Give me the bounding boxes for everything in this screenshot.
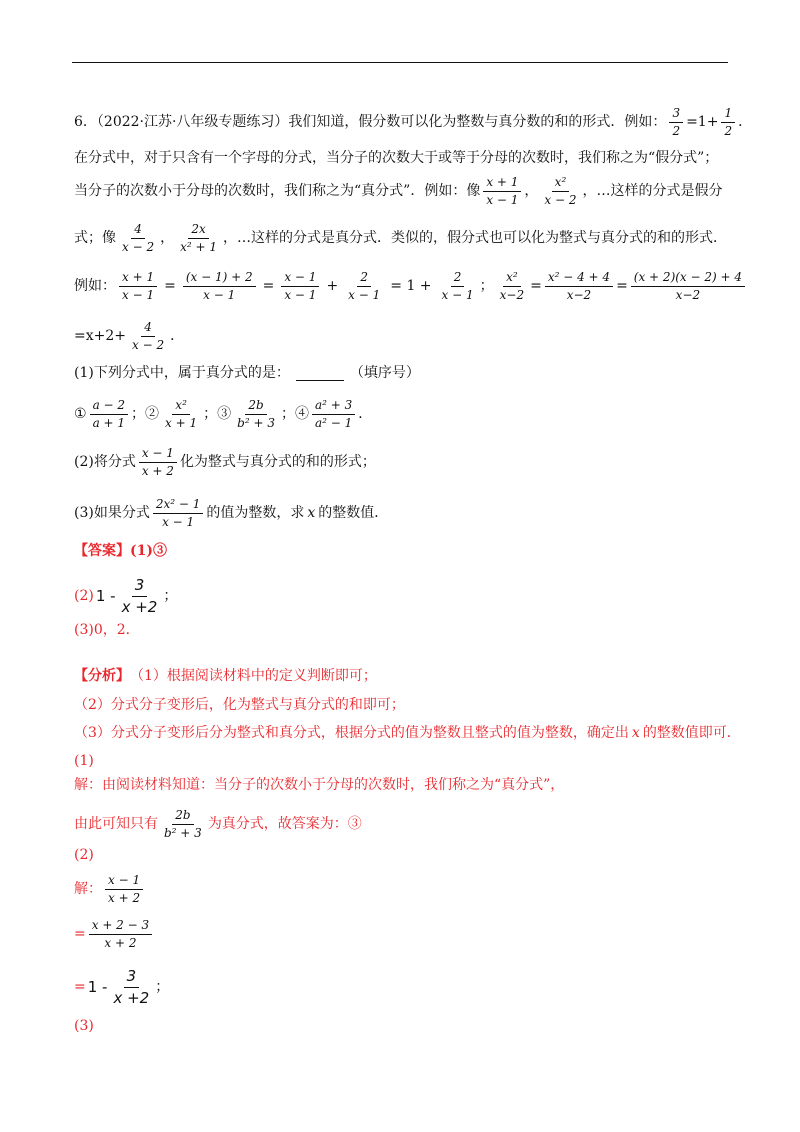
- cont-text: =x+2+: [74, 328, 126, 345]
- eg-fraction-d: $\frac{2}{x - 1}$: [348, 270, 381, 302]
- q6-lead: 6．（2022·江苏·八年级专题练习）我们知道，假分数可以化为整数与真分数的和的形式．例如：: [74, 114, 667, 131]
- solution1-tail: 为真分式，故答案为：③: [207, 816, 362, 833]
- q6-part1: [74, 365, 420, 382]
- variable-x: x: [307, 505, 316, 522]
- analysis-l3-tail: 的整数值即可．: [642, 725, 741, 741]
- solution1-fraction: $\frac{2b}{\text{b² + 3}}$: [164, 808, 202, 840]
- q6-part2: [74, 446, 376, 479]
- eg-fraction-f: $\frac{\text{x²}}{x-2}$: [499, 270, 525, 302]
- variable-x: x: [631, 725, 640, 741]
- part3-fraction: $\frac{\text{2x² − 1}}{x - 1}$: [153, 497, 204, 530]
- improper-fraction-2: $\frac{\text{x²}}{x - 2}$: [544, 175, 577, 207]
- plus: +: [326, 278, 339, 295]
- analysis-l1: （1）根据阅读材料中的定义判断即可；: [130, 668, 377, 684]
- part3-tail: 的值为整数，求: [206, 505, 305, 522]
- equals: =: [262, 278, 275, 295]
- header-rule: [72, 62, 728, 63]
- semicolon: ；: [479, 278, 494, 295]
- equals: =: [74, 926, 86, 943]
- solution1-line1: 解：由阅读材料知道：当分子的次数小于分母的次数时，我们称之为“真分式”，: [74, 777, 565, 793]
- eg-fraction-e: $\frac{2}{x - 1}$: [441, 270, 474, 302]
- example-fraction-1-2: $\frac{1}{2}$: [721, 106, 735, 139]
- solution2-fraction1: $\frac{x - 1}{x + 2}$: [105, 873, 143, 906]
- example-label: 例如：: [74, 278, 116, 295]
- solution2-fraction2: $\frac{x + 2 - 3}{x + 2}$: [89, 918, 152, 951]
- solution2-step2: [74, 918, 155, 951]
- improper-fraction-1: $\frac{x + 1}{x - 1}$: [483, 175, 521, 208]
- solution3-label: (3): [74, 1018, 94, 1034]
- option-4-marker: ；④: [280, 406, 309, 423]
- answer2-end: ；: [163, 587, 178, 604]
- eg-fraction-b: $\frac{(x - 1) + 2}{x - 1}$: [183, 270, 256, 303]
- q6-example-line: [74, 270, 748, 303]
- equals: =: [616, 278, 628, 295]
- answer-part3: (3)0，2．: [74, 622, 140, 638]
- q6-line3: [74, 175, 723, 208]
- q6-line1: [74, 106, 752, 139]
- answer2-fraction: $\frac{3}{x +2}$: [121, 576, 158, 616]
- option-1-fraction: $\frac{a - 2}{a + 1}$: [90, 398, 128, 431]
- equals: =: [530, 278, 542, 295]
- answer-blank: [296, 366, 344, 381]
- option-1-marker: ①: [74, 406, 87, 423]
- analysis-label: 【分析】: [74, 668, 130, 684]
- example-end: ．: [738, 114, 753, 131]
- solution2-step3: [74, 967, 169, 1008]
- part1-hint: （填序号）: [349, 365, 420, 381]
- eg-fraction-h: $\frac{(x + 2)(x - 2) + 4}{x-2}$: [631, 270, 745, 303]
- option-2-fraction: $\frac{\text{x²}}{x + 1}$: [165, 398, 198, 430]
- q6-part3: [74, 497, 388, 530]
- part1-text: (1)下列分式中，属于真分式的是：: [74, 365, 290, 381]
- example-eq: =1+: [686, 114, 719, 131]
- q6-line3-text: 当分子的次数小于分母的次数时，我们称之为“真分式”．例如：像: [74, 183, 481, 200]
- solution2-end: ；: [155, 978, 170, 995]
- analysis-line1: [74, 668, 377, 685]
- option-4-fraction: $\frac{\text{a² + 3}}{\text{a² − 1}}$: [312, 398, 355, 431]
- equals: =: [74, 978, 86, 995]
- proper-fraction-2: $\frac{2x}{\text{x² + 1}}$: [180, 222, 217, 254]
- cont-fraction: $\frac{4}{x - 2}$: [132, 320, 165, 352]
- answer-label: 【答案】(1)③: [74, 543, 167, 559]
- q6-line2: 在分式中，对于只含有一个字母的分式，当分子的次数大于或等于分母的次数时，我们称之为“假分式”；: [74, 150, 719, 166]
- part2-fraction: $\frac{x - 1}{x + 2}$: [139, 446, 177, 479]
- option-3-marker: ；③: [203, 406, 232, 423]
- q6-line4-tail: ，…这样的分式是真分式．类似的，假分式也可以化为整式与真分式的和的形式．: [223, 230, 727, 247]
- solution2-jie: 解：: [74, 881, 102, 898]
- solution2-one: 1 -: [87, 978, 108, 997]
- q6-line4-text: 式；像: [74, 230, 116, 247]
- proper-fraction-1: $\frac{4}{x - 2}$: [122, 222, 155, 254]
- solution2-label: (2): [74, 847, 94, 863]
- q6-example-cont: [74, 320, 184, 353]
- part3-end: 的整数值．: [318, 505, 389, 522]
- answer-part2: [74, 576, 177, 617]
- part2-tail: 化为整式与真分式的和的形式；: [179, 454, 376, 471]
- eg-fraction-a: $\frac{x + 1}{x - 1}$: [119, 270, 157, 303]
- solution2-step1: [74, 873, 146, 906]
- equals: =: [164, 278, 176, 295]
- cont-end: ．: [170, 328, 185, 345]
- eg-fraction-c: $\frac{x - 1}{x - 1}$: [281, 270, 319, 303]
- option-3-fraction: $\frac{2b}{\text{b² + 3}}$: [237, 398, 275, 430]
- example-fraction-3-2: $\frac{3}{2}$: [669, 106, 683, 139]
- q6-options: [74, 398, 372, 431]
- part2-text: (2)将分式: [74, 454, 136, 471]
- q6-line4: [74, 222, 727, 255]
- analysis-line3: [74, 725, 741, 742]
- comma: ，: [524, 183, 539, 200]
- equals-one-plus: = 1 +: [390, 278, 432, 295]
- solution2-fraction3: $\frac{3}{x +2}$: [113, 967, 150, 1007]
- option-2-marker: ；②: [131, 406, 160, 423]
- eg-fraction-g: $\frac{\text{x² − 4 + 4}}{x-2}$: [545, 270, 613, 303]
- answer2-prefix: (2): [74, 587, 94, 604]
- solution1-label: (1): [74, 753, 94, 769]
- solution1-text: 由此可知只有: [74, 816, 158, 833]
- comma: ，: [160, 230, 175, 247]
- analysis-l3-text: （3）分式分子变形后分为整式和真分式，根据分式的值为整数且整式的值为整数，确定出: [74, 725, 629, 741]
- q6-line3-tail: ，…这样的分式是假分: [582, 183, 723, 200]
- analysis-line2: （2）分式分子变形后，化为整式与真分式的和即可；: [74, 697, 405, 713]
- options-end: ．: [358, 406, 373, 423]
- part3-text: (3)如果分式: [74, 505, 150, 522]
- answer2-one: 1 -: [95, 587, 116, 606]
- solution1-line2: [74, 808, 362, 841]
